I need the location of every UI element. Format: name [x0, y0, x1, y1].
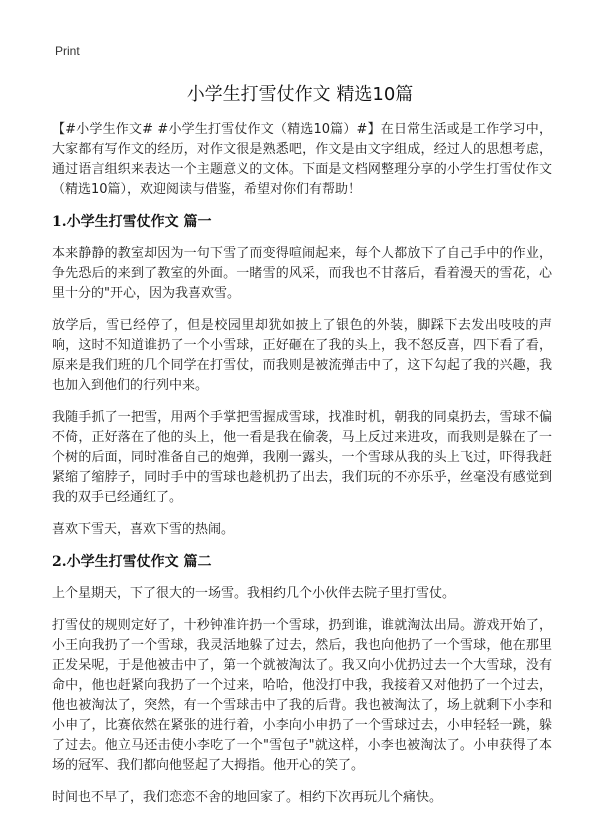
- paragraph: 放学后，雪已经停了，但是校园里却犹如披上了银色的外装，脚踩下去发出吱吱的声响，这时不知道谁扔了一个小雪球，正好砸在了我的头上，我不怒反喜，四下看了看，原来是我们班的几个同学在打雪仗，而我则是被流弹击中了，这下勾起了我的兴趣，我也加入到他们的行列中来。: [52, 318, 552, 393]
- paragraph: 本来静静的教室却因为一句下雪了而变得喧闹起来，每个人都放下了自己手中的作业，争先恐后的来到了教室的外面。一睹雪的风采，而我也不甘落后，看着漫天的雪花，心里十分的"开心，因为我喜欢雪。: [52, 246, 552, 301]
- section-2: [52, 552, 552, 808]
- paragraph: 打雪仗的规则定好了，十秒钟准许扔一个雪球，扔到谁，谁就淘汰出局。游戏开始了，小王向我扔了一个雪球，我灵活地躲了过去，然后，我也向他扔了一个雪球，他在那里正发呆呢，于是他被击中了，第一个就被淘汰了。我又向小优扔过去一个大雪球，没有命中，他也赶紧向我扔了一个过来，哈哈，他没打中我，我接着又对他扔了一个过去，他也被淘汰了，突然，有一个雪球击中了我的后背。我也被淘汰了，场上就剩下小李和小申了，比赛依然在紧张的进行着，小李向小申扔了一个雪球过去，小申轻轻一跳，躲了过去。他立马还击使小李吃了一个"雪包子"就这样，小李也被淘汰了。小申获得了本场的冠军、我们都向他竖起了大拇指。他开心的笑了。: [52, 618, 552, 773]
- paragraph: 我随手抓了一把雪，用两个手掌把雪握成雪球，找准时机，朝我的同桌扔去，雪球不偏不倚，正好落在了他的头上，他一看是我在偷袭，马上反过来进攻，而我则是躲在了一个树的后面，同时准备自己的炮弹，我刚一露头，一个雪球从我的头上飞过，吓得我赶紧缩了缩脖子，同时手中的雪球也趁机扔了出去，我们玩的不亦乐乎，丝毫没有感觉到我的双手已经通红了。: [52, 410, 552, 505]
- section-1: [52, 212, 552, 540]
- intro-paragraph: 【#小学生作文# #小学生打雪仗作文（精选10篇）#】在日常生活或是工作学习中，大家都有写作文的经历，对作文很是熟悉吧，作文是由文字组成，经过人的思想考虑，通过语言组织来表达一个主题意义的文体。下面是文档网整理分享的小学生打雪仗作文（精选10篇），欢迎阅读与借鉴，希望对你们有帮助！: [52, 122, 552, 197]
- paragraph: 喜欢下雪天，喜欢下雪的热闹。: [52, 522, 235, 537]
- section-heading: 1.小学生打雪仗作文 篇一: [52, 214, 212, 230]
- page-title: 小学生打雪仗作文 精选10篇: [186, 84, 414, 105]
- print-label[interactable]: Print: [55, 44, 80, 58]
- article-body: [52, 120, 552, 820]
- paragraph: 上个星期天，下了很大的一场雪。我相约几个小伙伴去院子里打雪仗。: [52, 586, 456, 601]
- section-heading: 2.小学生打雪仗作文 篇二: [52, 554, 212, 570]
- paragraph: 时间也不早了，我们恋恋不舍的地回家了。相约下次再玩儿个痛快。: [52, 790, 443, 805]
